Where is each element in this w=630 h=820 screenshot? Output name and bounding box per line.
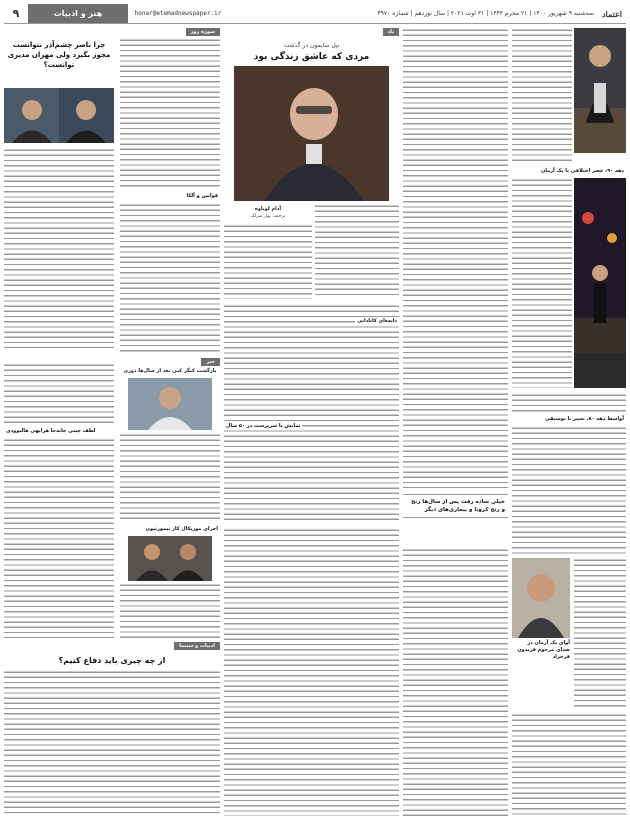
photo-caption: آوای یک آرمان در صدای مرحوم فریدون فرخزاد xyxy=(517,640,570,660)
article-body xyxy=(4,438,114,638)
musician-photo xyxy=(128,378,212,430)
article-body xyxy=(512,426,626,556)
article-headline: مردی که عاشق زندگی بود xyxy=(253,52,370,62)
article-body xyxy=(4,148,114,348)
byline-role: ترجمه: بهار سرلک xyxy=(250,214,286,219)
section-title: هنر و ادبیات xyxy=(28,4,128,23)
duo-photo xyxy=(128,536,212,581)
pull-quote: خیلی ساده رفت پس از سال‌ها رنج و رنج کرونا و بیماری‌های دیگر xyxy=(403,494,508,518)
section-tag: سوژه روز xyxy=(186,28,221,36)
article-body xyxy=(120,583,220,638)
article-body xyxy=(512,28,572,163)
article-body xyxy=(120,38,220,188)
article-body xyxy=(512,393,626,413)
subheading: لطف چینی جابه‌جا هرایهی هالیوودی xyxy=(6,428,96,434)
right-column xyxy=(512,28,626,816)
article-kicker: نیل سایمون در گذشت xyxy=(283,42,340,49)
subheading: نمایش با سرپرست در ۵۰ سال xyxy=(226,423,301,429)
neil-simon-photo xyxy=(234,66,389,201)
article-body xyxy=(512,178,572,388)
article-body xyxy=(512,713,626,816)
masthead xyxy=(4,4,626,24)
article-body xyxy=(403,28,508,488)
subheading: اجرای موزیکال کار تیمورتیون xyxy=(145,526,218,532)
subheading: دایه‌ه‌ای کانادایی xyxy=(357,318,397,324)
subheading: قوانین و آلکا xyxy=(186,193,218,199)
section-email[interactable]: honar@etemadnewspaper.ir xyxy=(134,10,222,17)
second-column xyxy=(403,28,508,816)
byline-name: آدام لویاوه xyxy=(254,206,282,212)
directors-photo xyxy=(4,88,114,143)
article-body xyxy=(4,363,114,423)
concert-photo xyxy=(574,178,626,388)
article-body xyxy=(224,304,399,524)
feature-column xyxy=(224,28,399,816)
article-body xyxy=(403,548,508,816)
article-body xyxy=(4,670,220,816)
page-number: ۹ xyxy=(12,7,20,20)
singer-photo xyxy=(574,28,626,153)
section-heading: دهه ۹۰، عصر اختلافی با یک آرمان xyxy=(540,168,624,174)
article-headline: چرا ناصر چشم‌آذر نتوانست مجوز بگیرد ولی مهران مدیری توانست؟ xyxy=(7,41,111,69)
section-tag: یاد xyxy=(383,28,399,36)
section-tag: ادبیات و سینما xyxy=(174,642,220,650)
section-tag: خبر xyxy=(201,358,220,366)
newspaper-logo: اعتماد xyxy=(601,8,623,19)
portrait-photo xyxy=(512,558,570,638)
article-body xyxy=(224,528,399,816)
article-body xyxy=(574,558,626,708)
article-body xyxy=(120,203,220,353)
article-body xyxy=(224,224,312,299)
news-headline: بازگشت کنگر کبی بعد از سال‌ها دوری xyxy=(123,368,217,374)
article-body xyxy=(315,204,399,299)
article-body xyxy=(120,433,220,523)
section-heading: آواسط دهه ۸۰، تغییر با نوسیقی xyxy=(545,416,624,422)
article-headline: از چه چیزی باید دفاع کنیم؟ xyxy=(58,656,166,665)
left-column xyxy=(4,28,220,816)
issue-info: سه‌شنبه ۹ شهریور ۱۴۰۰ | ۲۱ محرم ۱۴۴۳ | ۳۱ اوت ۲۰۲۱ | سال نوزدهم | شماره ۴۹۷۰ xyxy=(377,10,594,17)
